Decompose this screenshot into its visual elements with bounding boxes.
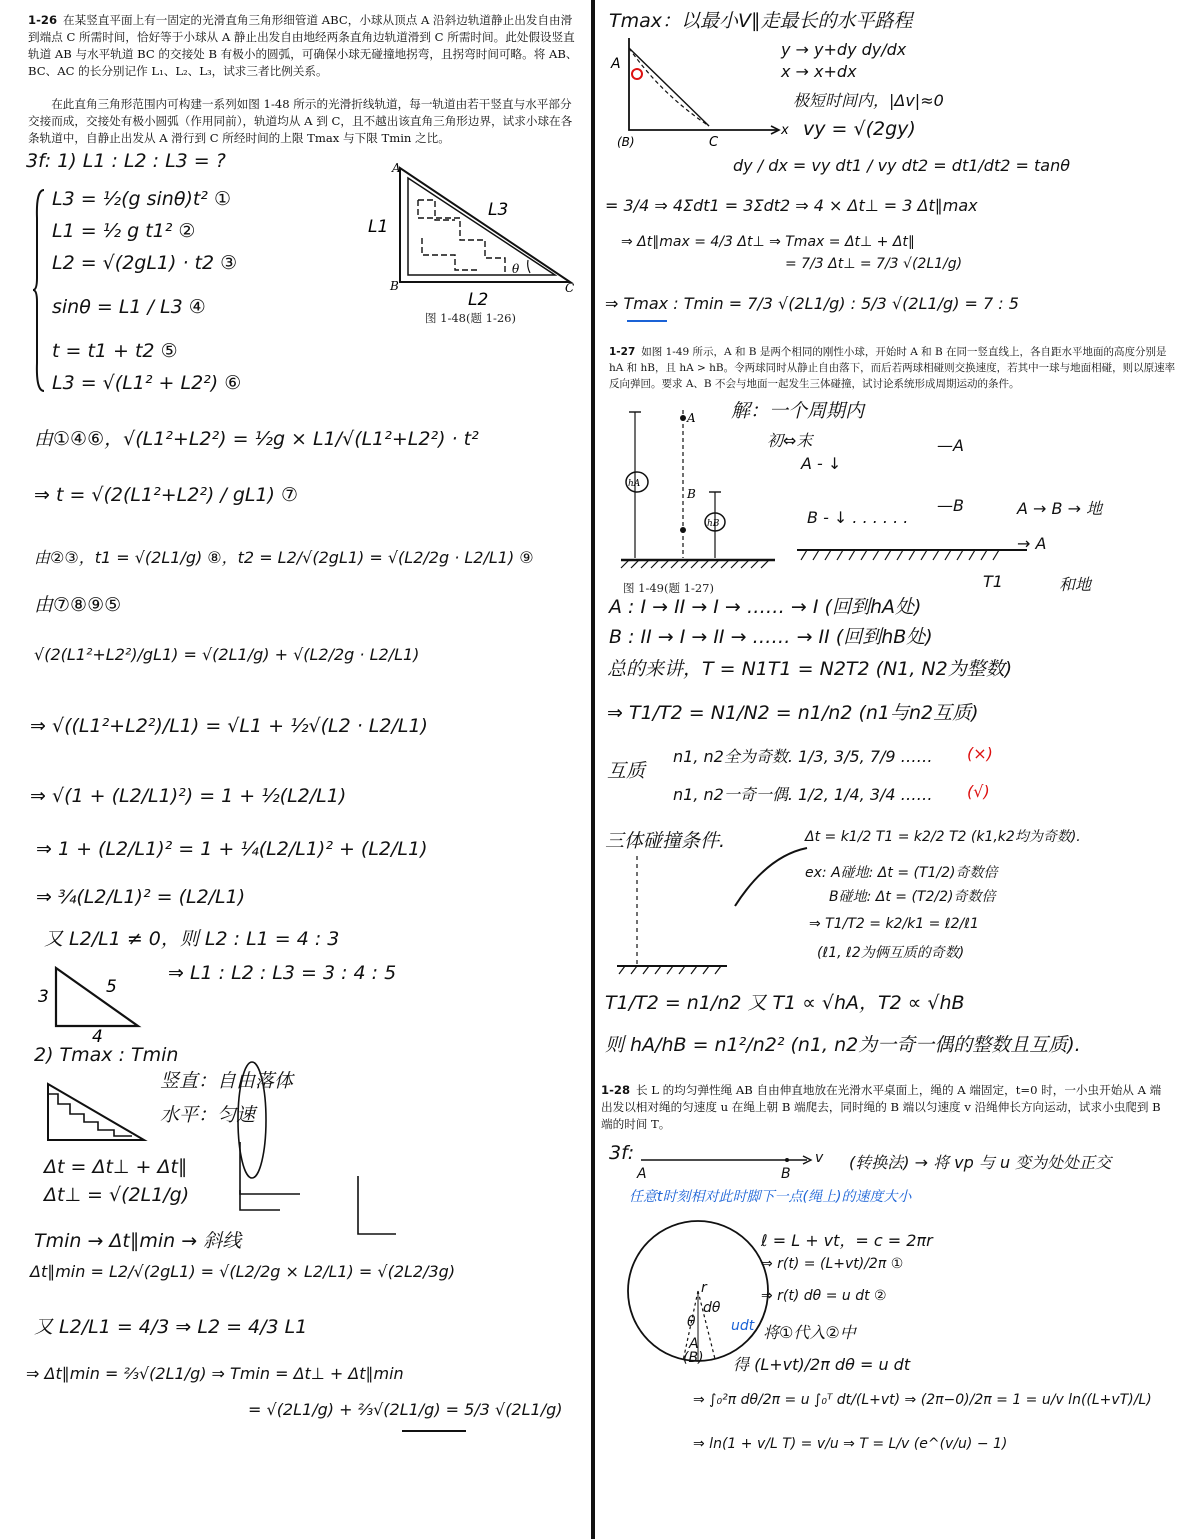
circle-label-dtheta: dθ	[703, 1300, 721, 1316]
label-hA: hA	[628, 479, 641, 489]
left-column	[0, 0, 590, 1539]
note-line: ⇒ Δt∥min = ⅔√(2L1/g) ⇒ Tmin = Δt⊥ + Δt∥min	[26, 1364, 404, 1383]
rope-label-A: A	[637, 1166, 647, 1182]
blue-underline	[625, 318, 675, 326]
circle-label-udt: udt	[731, 1318, 755, 1334]
coordinate-sketch	[601, 34, 791, 154]
circle-label-theta: θ	[687, 1314, 696, 1330]
note-line: 水平：匀速	[160, 1104, 256, 1126]
note-line: Δt = k1/2 T1 = k2/2 T2 (k1,k2均为奇数).	[805, 829, 1081, 845]
problem-statement: 长 L 的均匀弹性绳 AB 自由伸直地放在光滑水平桌面上，绳的 A 端固定，t=0 时，一小虫开始从 A 端出发以相对绳的匀速度 u 在绳上朝 B 端爬去，同时绳的 B 端以匀速度 v 沿绳伸长方向运动，试求小虫爬到 B 端的时间 T。	[601, 1083, 1162, 1131]
circle-label-r: r	[701, 1280, 707, 1296]
svg-text:(B): (B)	[617, 135, 635, 149]
figure-1-49	[615, 400, 785, 570]
note-line: x → x+dx	[781, 62, 857, 81]
note-line: 由②③，t1 = √(2L1/g) ⑧，t2 = L2/√(2gL1) = √(L2/2g · L2/L1) ⑨	[34, 548, 534, 567]
figure-caption-1-48: 图 1-48(题 1-26)	[425, 311, 516, 325]
note-line: Δt∥min = L2/√(2gL1) = √(L2/2g × L2/L1) = √(2L2/3g)	[30, 1262, 456, 1281]
note-line: Tmax：以最小V∥走最长的水平路程	[609, 10, 913, 32]
problem-statement: 如图 1-49 所示，A 和 B 是两个相同的刚性小球，开始时 A 和 B 在同一竖直线上，各自距水平地面的高度分别是 hA 和 hB，且 hA > hB。令两球同时从静止自由落下，而后若两球相碰则交换速度，若其中一球与地面相碰，则以原速率反向弹回。要求 A、B 不会与地面一起发生三体碰撞，试讨论系统形成周期运动的条件。	[609, 346, 1176, 390]
collision-sketch	[617, 846, 817, 976]
underline	[400, 1428, 470, 1434]
note-line: Δt = Δt⊥ + Δt∥	[44, 1156, 188, 1178]
note-line: Tmin → Δt∥min → 斜线	[34, 1230, 242, 1252]
side-3: 3	[38, 987, 49, 1007]
label-A: A	[392, 161, 401, 175]
note-line: (ℓ1, ℓ2为俩互质的奇数)	[817, 945, 965, 961]
note-line: 解：一个周期内	[731, 400, 865, 422]
note-line: L2 = √(2gL1) · t2 ③	[52, 252, 238, 274]
circle-label-A: A	[689, 1336, 699, 1352]
label-A: A	[687, 411, 696, 425]
note-line-wrong: (×)	[967, 744, 993, 763]
note-line-right: (√)	[967, 782, 990, 801]
problem-1-26-text	[28, 12, 580, 80]
note-line: B : II → I → II → …… → II (回到hB处)	[609, 626, 933, 648]
note-line: 三体碰撞条件.	[605, 830, 726, 852]
note-line: t = t1 + t2 ⑤	[52, 340, 178, 362]
note-line: dy / dx = vy dt1 / vy dt2 = dt1/dt2 = tanθ	[733, 156, 1070, 175]
note-line: 将①代入②中	[763, 1323, 856, 1342]
note-line: ⇒ 1 + (L2/L1)² = 1 + ¼(L2/L1)² + (L2/L1)	[36, 838, 428, 860]
note-line: 又 L2/L1 ≠ 0，则 L2 : L1 = 4 : 3	[44, 928, 340, 950]
note-line: A - ↓	[801, 454, 842, 473]
figure-caption-1-49: 图 1-49(题 1-27)	[623, 581, 714, 595]
note-line: ⇒ Δt∥max = 4/3 Δt⊥ ⇒ Tmax = Δt⊥ + Δt∥	[621, 234, 915, 250]
note-line: n1, n2一奇一偶. 1/2, 1/4, 3/4 ……	[673, 785, 933, 804]
note-line: ⇒ T1/T2 = N1/N2 = n1/n2 (n1与n2互质)	[607, 702, 979, 724]
note-line: ⇒ T1/T2 = k2/k1 = ℓ2/ℓ1	[809, 916, 979, 932]
note-line: T1/T2 = n1/n2 又 T1 ∝ √hA，T2 ∝ √hB	[605, 992, 965, 1014]
note-line: y → y+dy dy/dx	[781, 40, 907, 59]
svg-text:A: A	[611, 56, 621, 72]
circle-label-B: (B)	[683, 1350, 704, 1366]
note-line: Δt⊥ = √(2L1/g)	[44, 1184, 190, 1206]
figure-1-48	[360, 160, 580, 330]
label-L2: L2	[468, 290, 489, 310]
note-line: 竖直：自由落体	[160, 1070, 294, 1092]
note-line: L3 = √(L1² + L2²) ⑥	[52, 372, 242, 394]
path-sketch	[230, 1136, 410, 1236]
note-line: A : I → II → I → …… → I (回到hA处)	[609, 596, 922, 618]
triangle-3-4-5	[36, 962, 146, 1047]
note-line: ⇒ r(t) dθ = u dt ②	[761, 1288, 887, 1304]
note-line: 又 L2/L1 = 4/3 ⇒ L2 = 4/3 L1	[34, 1316, 308, 1338]
note-line: 极短时间内，|Δv|≈0	[793, 91, 944, 110]
ground-sketch	[797, 540, 1097, 564]
note-line: L3 = ½(g sinθ)t² ①	[52, 188, 231, 210]
label-C: C	[565, 281, 575, 295]
note-line: = 7/3 Δt⊥ = 7/3 √(2L1/g)	[785, 256, 963, 272]
label-hB: hB	[707, 519, 720, 529]
note-line: 初⇔末	[767, 431, 813, 450]
problem-statement-part2: 在此直角三角形范围内可构建一系列如图 1-48 所示的光滑折线轨道，每一轨道由若干竖直与水平部分交接而成，交接处有极小圆弧（作用同前），轨道均从 A 到 C，且不越出该直角三角形边界，试求小球在各条轨道中，自静止出发从 A 滑行到 C 所经时间的上限 Tmax 与下限 Tmin 之比。	[28, 97, 573, 145]
note-line: ⇒ r(t) = (L+vt)/2π ①	[761, 1256, 904, 1272]
note-line: A → B → 地	[1017, 499, 1103, 518]
label-theta: θ	[512, 262, 520, 276]
note-line: 互质	[607, 760, 646, 782]
note-line: 2) Tmax : Tmin	[34, 1044, 179, 1066]
equation-brace	[32, 188, 46, 393]
problem-statement: 在某竖直平面上有一固定的光滑直角三角形细管道 ABC，小球从顶点 A 沿斜边轨道静止出发自由滑到端点 C 所需时间，恰好等于小球从 A 静止出发自由地经两条直角边轨道滑到 C 所需时间。此处假设竖直轨道 AB 与水平轨道 BC 的交接处 B 有极小的圆弧，可确保小球无碰撞地拐弯，且拐弯时间可略。将 AB、BC、AC 的长分别记作 L₁、L₂、L₃，试求三者比例关系。	[28, 13, 578, 78]
right-column	[597, 0, 1192, 1539]
rope-label-B: B	[781, 1166, 791, 1182]
side-5: 5	[106, 977, 117, 997]
note-line: ⇒ ¾(L2/L1)² = (L2/L1)	[36, 886, 246, 908]
note-line: √(2(L1²+L2²)/gL1) = √(2L1/g) + √(L2/2g · L2/L1)	[34, 645, 420, 664]
note-line: ⇒ √(1 + (L2/L1)²) = 1 + ½(L2/L1)	[30, 785, 347, 807]
note-line: (转换法) → 将 vp 与 u 变为处处正交	[849, 1153, 1112, 1172]
note-line: ⇒ ∫₀²π dθ/2π = u ∫₀ᵀ dt/(L+vt) ⇒ (2π−0)/2π = 1 = u/v ln((L+vT)/L)	[693, 1392, 1152, 1408]
svg-text:C: C	[709, 135, 719, 150]
note-line: ⇒ √((L1²+L2²)/L1) = √L1 + ½√(L2 · L2/L1)	[30, 715, 428, 737]
note-line: = 3/4 ⇒ 4Σdt1 = 3Σdt2 ⇒ 4 × Δt⊥ = 3 Δt∥max	[605, 196, 978, 215]
label-L1: L1	[368, 217, 389, 237]
column-divider	[591, 0, 595, 1539]
rope-label-v: v	[815, 1150, 824, 1166]
note-line: sinθ = L1 / L3 ④	[52, 296, 206, 318]
svg-text:x: x	[781, 123, 789, 138]
note-line: 总的来讲，T = N1T1 = N2T2 (N1, N2为整数)	[607, 658, 1013, 680]
note-line: = √(2L1/g) + ⅔√(2L1/g) = 5/3 √(2L1/g)	[248, 1400, 563, 1419]
note-line: 则 hA/hB = n1²/n2² (n1, n2为一奇一偶的整数且互质).	[605, 1034, 1081, 1056]
note-line: —B	[937, 496, 964, 515]
note-line: —A	[937, 436, 964, 455]
note-line: n1, n2全为奇数. 1/3, 3/5, 7/9 ……	[673, 747, 933, 766]
problem-1-26-text2	[28, 96, 580, 147]
note-line: ex: A碰地: Δt = (T1/2)奇数倍	[805, 865, 998, 881]
note-line: → A	[1017, 534, 1047, 553]
label-L3: L3	[488, 200, 509, 220]
note-line: 由①④⑥，√(L1²+L2²) = ½g × L1/√(L1²+L2²) · t²	[34, 428, 479, 450]
note-line: B碰地: Δt = (T2/2)奇数倍	[829, 889, 996, 905]
note-line: vy = √(2gy)	[803, 118, 916, 140]
side-4: 4	[92, 1027, 103, 1047]
note-line: ⇒ ln(1 + v/L T) = v/u ⇒ T = L/v (e^(v/u) − 1)	[693, 1436, 1008, 1452]
note-line: T1	[983, 572, 1003, 591]
note-line: 由⑦⑧⑨⑤	[34, 594, 122, 616]
problem-number: 1-26	[28, 13, 58, 27]
problem-1-28-text	[601, 1082, 1171, 1133]
problem-number: 1-28	[601, 1083, 631, 1097]
label-B: B	[687, 487, 696, 501]
note-line: 3f: 1) L1 : L2 : L3 = ?	[26, 150, 226, 172]
rope-sketch	[637, 1150, 827, 1190]
note-line: 3f:	[609, 1142, 635, 1164]
note-line: B - ↓ . . . . . .	[807, 508, 909, 527]
problem-number: 1-27	[609, 346, 636, 358]
note-line: ⇒ t = √(2(L1²+L2²) / gL1) ⑦	[34, 484, 299, 506]
note-line: L1 = ½ g t1² ②	[52, 220, 196, 242]
problem-1-27-text	[609, 344, 1179, 392]
note-line-blue: 任意t时刻相对此时脚下一点(绳上)的速度大小	[629, 1189, 912, 1205]
note-line: 和地	[1059, 575, 1092, 594]
note-line: ⇒ L1 : L2 : L3 = 3 : 4 : 5	[168, 962, 397, 984]
label-B: B	[390, 279, 399, 293]
note-line: ⇒ Tmax : Tmin = 7/3 √(2L1/g) : 5/3 √(2L1/g) = 7 : 5	[605, 294, 1019, 313]
note-line: ℓ = L + vt，= c = 2πr	[761, 1231, 933, 1250]
note-line: 得 (L+vt)/2π dθ = u dt	[733, 1355, 911, 1374]
